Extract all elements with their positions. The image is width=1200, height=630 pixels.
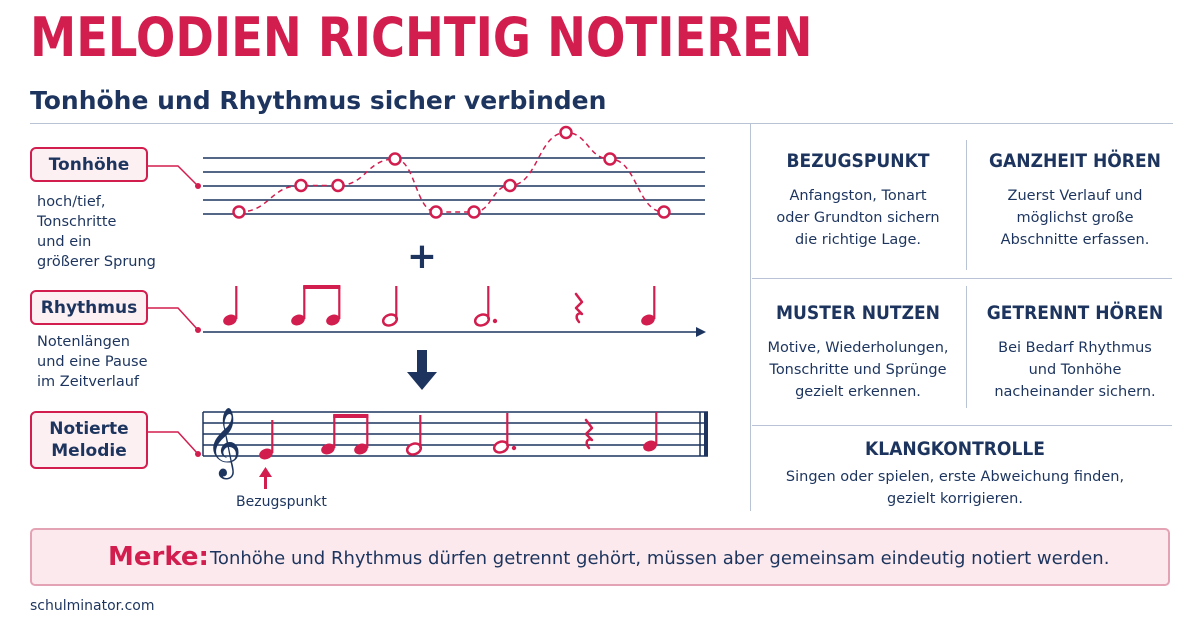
footer-site: schulminator.com xyxy=(30,598,155,614)
merke-box xyxy=(30,528,1170,586)
reference-arrow-icon xyxy=(259,467,272,489)
rhythm-eighth-2 xyxy=(325,286,342,327)
rhythm-eighth-pair xyxy=(290,285,342,327)
notation-notes xyxy=(258,412,659,461)
panel-text-muster: Motive, Wiederholungen, Tonschritte und Sprünge gezielt erkennen. xyxy=(767,340,949,400)
treble-clef-icon: 𝄞 xyxy=(206,407,242,477)
notation-quarter-5 xyxy=(642,412,659,453)
panel-title-muster: MUSTER NUTZEN xyxy=(776,302,940,324)
reference-point-label: Bezugspunkt xyxy=(236,494,327,510)
rhythm-half-2 xyxy=(382,286,399,327)
pitch-point-3 xyxy=(333,180,344,191)
pitch-point-1 xyxy=(234,207,245,218)
rhythm-connector xyxy=(148,308,198,330)
rhythm-dotted-half-3 xyxy=(474,286,498,327)
panel-title-getrennt: GETRENNT HÖREN xyxy=(986,302,1164,324)
rhythm-label: Rhythmus xyxy=(40,297,138,318)
pitch-point-2 xyxy=(296,180,307,191)
rhythm-quarter-5 xyxy=(640,286,657,327)
panel-title-ganzheit: GANZHEIT HÖREN xyxy=(989,150,1161,172)
notation-label: Notierte Melodie xyxy=(49,419,129,461)
rhythm-eighth-1 xyxy=(290,286,307,327)
notation-eighth-2 xyxy=(353,415,370,456)
pitch-point-6 xyxy=(469,207,480,218)
pitch-label: Tonhöhe xyxy=(48,154,130,175)
pitch-point-9 xyxy=(605,154,616,165)
merke-text: Tonhöhe und Rhythmus dürfen getrennt gehört, müssen aber gemeinsam eindeutig notiert werden. xyxy=(210,548,1110,569)
pitch-description: hoch/tief, Tonschritte und ein größerer Sprung xyxy=(37,194,156,270)
pitch-point-10 xyxy=(659,207,670,218)
notation-eighth-pair xyxy=(320,414,370,456)
notation-half-2 xyxy=(406,415,423,456)
rhythm-notes xyxy=(222,285,657,327)
panel-title-klangkontrolle: KLANGKONTROLLE xyxy=(865,438,1045,460)
pitch-point-8 xyxy=(561,127,572,138)
merke-label: Merke: xyxy=(108,542,209,572)
rhythm-description: Notenlängen und eine Pause im Zeitverlauf xyxy=(37,334,148,390)
panel-text-klangkontrolle: Singen oder spielen, erste Abweichung finden, gezielt korrigieren. xyxy=(785,469,1125,507)
plus-symbol: + xyxy=(406,236,438,277)
rhythm-quarter-1 xyxy=(222,286,239,327)
label-connectors xyxy=(148,166,201,457)
page-title: MELODIEN RICHTIG NOTIEREN xyxy=(30,6,813,69)
pitch-connector xyxy=(148,166,198,186)
down-arrow-icon xyxy=(407,350,437,390)
page-subtitle: Tonhöhe und Rhythmus sicher verbinden xyxy=(30,86,607,115)
rhythm-quarter-rest-4 xyxy=(576,294,582,322)
pitch-staff xyxy=(203,158,705,214)
column-divider xyxy=(750,123,751,511)
panel-text-ganzheit: Zuerst Verlauf und möglichst große Abschnitte erfassen. xyxy=(1000,188,1150,248)
notation-staff xyxy=(203,407,708,479)
pitch-point-4 xyxy=(390,154,401,165)
panel-title-bezugspunkt: BEZUGSPUNKT xyxy=(786,150,930,172)
pitch-point-7 xyxy=(505,180,516,191)
rhythm-timeline xyxy=(203,327,706,337)
panel-text-bezugspunkt: Anfangston, Tonart oder Grundton sichern die richtige Lage. xyxy=(776,188,940,248)
notation-connector xyxy=(148,432,198,454)
panel-text-getrennt: Bei Bedarf Rhythmus und Tonhöhe nacheinander sichern. xyxy=(994,340,1156,400)
pitch-point-5 xyxy=(431,207,442,218)
notation-quarter-1 xyxy=(258,420,275,461)
notation-eighth-1 xyxy=(320,415,337,456)
